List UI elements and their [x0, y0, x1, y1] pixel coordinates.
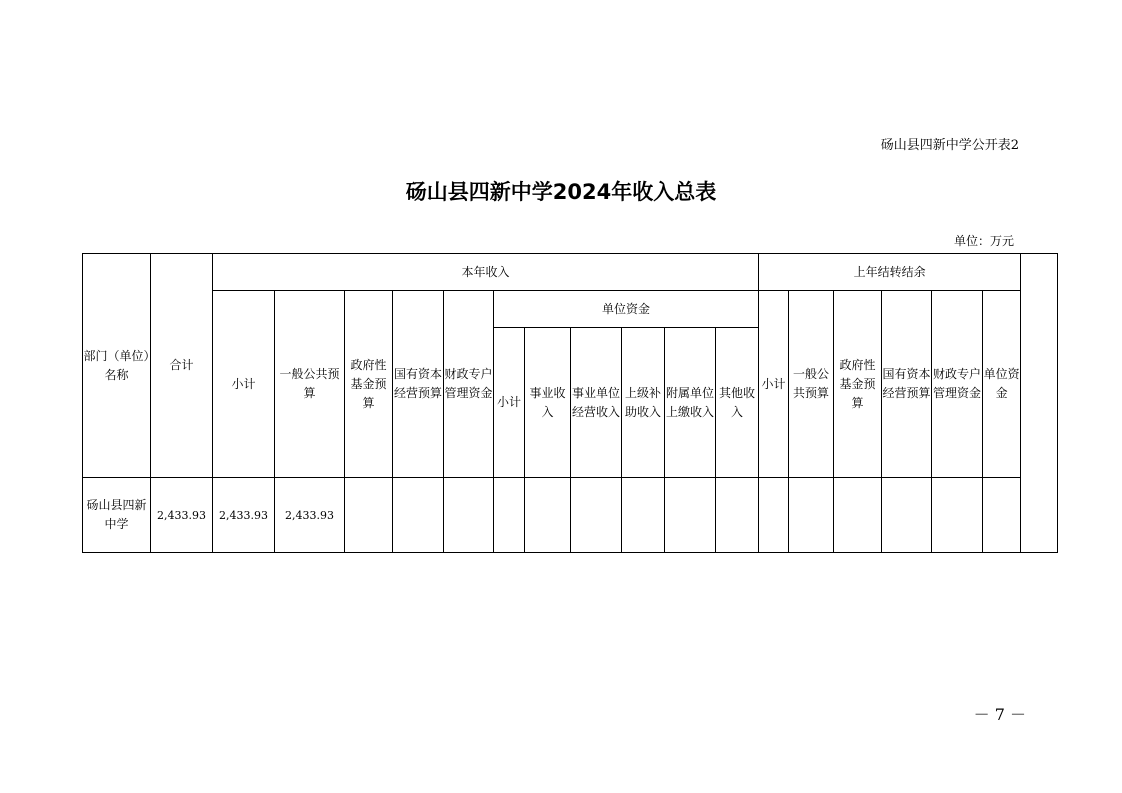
col-header-current-year: 本年收入 [213, 254, 759, 291]
unit-label: 单位：万元 [953, 234, 1014, 248]
cell-py-gov-fund [834, 478, 882, 553]
cell-py-general-budget [789, 478, 834, 553]
revenue-table [82, 253, 1058, 553]
cell-subsidy-income [622, 478, 665, 553]
col-header-affiliated-income: 附属单位上缴收入 [665, 328, 716, 478]
cell-gov-fund [345, 478, 393, 553]
col-header-gov-fund: 政府性基金预算 [345, 291, 393, 478]
cell-py-state-capital [882, 478, 932, 553]
form-number: 砀山县四新中学公开表2 [880, 138, 1019, 153]
col-header-dept-name: 部门（单位）名称 [83, 254, 151, 478]
page-title: 砀山县四新中学2024年收入总表 [405, 180, 717, 204]
cell-subtotal: 2,433.93 [213, 478, 275, 553]
col-header-subtotal: 小计 [213, 291, 275, 478]
cell-py-unit-funds [983, 478, 1021, 553]
cell-operating-income [571, 478, 622, 553]
cell-py-fiscal-special [932, 478, 983, 553]
cell-business-income [525, 478, 571, 553]
table-row [83, 478, 1058, 553]
col-header-state-capital: 国有资本经营预算 [393, 291, 444, 478]
cell-affiliated-income [665, 478, 716, 553]
cell-other-income [716, 478, 759, 553]
col-header-prior-year: 上年结转结余 [759, 254, 1021, 291]
cell-py-subtotal [759, 478, 789, 553]
col-header-fiscal-special: 财政专户管理资金 [444, 291, 494, 478]
cell-general-budget: 2,433.93 [275, 478, 345, 553]
cell-uf-subtotal [494, 478, 525, 553]
col-header-py-subtotal: 小计 [759, 291, 789, 478]
cell-dept-name: 砀山县四新中学 [83, 478, 151, 553]
cell-state-capital [393, 478, 444, 553]
col-header-uf-subtotal: 小计 [494, 328, 525, 478]
col-header-operating-income: 事业单位经营收入 [571, 328, 622, 478]
col-header-py-fiscal-special: 财政专户管理资金 [932, 291, 983, 478]
col-header-py-unit-funds: 单位资金 [983, 291, 1021, 478]
col-header-total: 合计 [151, 254, 213, 478]
col-header-py-gov-fund: 政府性基金预算 [834, 291, 882, 478]
col-header-unit-funds: 单位资金 [494, 291, 759, 328]
col-header-py-state-capital: 国有资本经营预算 [882, 291, 932, 478]
col-header-subsidy-income: 上级补助收入 [622, 328, 665, 478]
table-blank-column [1021, 254, 1058, 553]
page-number: － 7 － [973, 705, 1026, 724]
col-header-general-budget: 一般公共预算 [275, 291, 345, 478]
cell-total: 2,433.93 [151, 478, 213, 553]
col-header-other-income: 其他收入 [716, 328, 759, 478]
cell-fiscal-special [444, 478, 494, 553]
col-header-py-general-budget: 一般公共预算 [789, 291, 834, 478]
col-header-business-income: 事业收入 [525, 328, 571, 478]
